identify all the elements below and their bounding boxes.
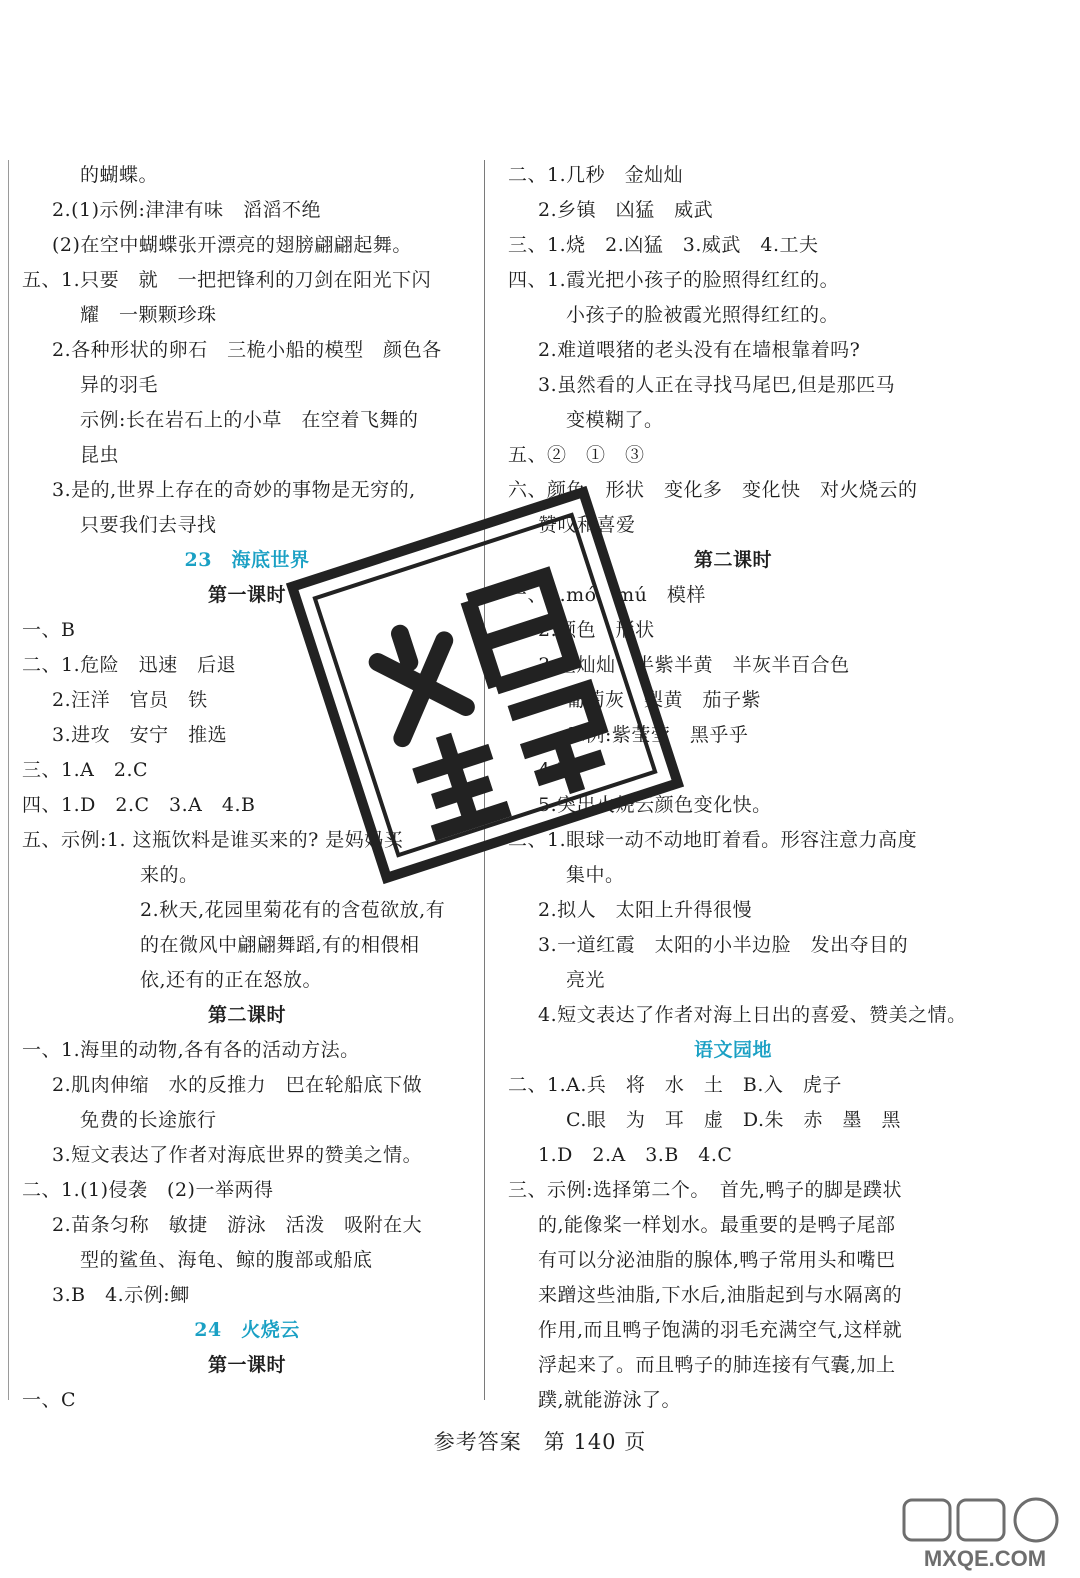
answer-line: 的,能像桨一样划水。最重要的是鸭子尾部	[538, 1214, 896, 1236]
answer-line: 免费的长途旅行	[80, 1109, 217, 1131]
section-subheading: 第二课时	[693, 549, 772, 571]
answer-line: 亮光	[566, 969, 606, 991]
answer-line: 有可以分泌油脂的腺体,鸭子常用头和嘴巴	[538, 1249, 896, 1271]
answer-line: 浮起来了。而且鸭子的肺连接有气囊,加上	[538, 1354, 896, 1376]
answer-line: 作用,而且鸭子饱满的羽毛充满空气,这样就	[538, 1319, 903, 1341]
answer-line: 2.拟人 太阳上升得很慢	[538, 899, 753, 921]
answer-line: 五、示例:1. 这瓶饮料是谁买来的? 是妈妈买	[22, 829, 404, 851]
answer-line: 一、1.mó mú 模样	[508, 584, 706, 606]
page-number: 第 140 页	[543, 1430, 647, 1454]
answer-line: 四、1.D 2.C 3.A 4.B	[22, 794, 256, 816]
answer-line: 二、1.危险 迅速 后退	[22, 654, 237, 676]
answer-line: 三、1.A 2.C	[22, 759, 149, 781]
answer-line: 示例:紫莹莹 黑乎乎	[566, 724, 749, 746]
answer-line: 赞叹和喜爱	[538, 514, 636, 536]
answer-line: 2.苗条匀称 敏捷 游泳 活泼 吸附在大	[52, 1214, 423, 1236]
answer-line: 五、② ① ③	[508, 444, 645, 466]
section-subheading: 第二课时	[207, 1004, 286, 1026]
lesson-title: 24 火烧云	[194, 1319, 300, 1341]
answer-line: 1.D 2.A 3.B 4.C	[538, 1144, 733, 1166]
answer-line: 二、1.眼球一动不动地盯着看。形容注意力高度	[508, 829, 918, 851]
answer-line: 3.是的,世界上存在的奇妙的事物是无穷的,	[52, 479, 416, 501]
answer-line: 昆虫	[80, 444, 120, 466]
answer-line: 4.短文表达了作者对海上日出的喜爱、赞美之情。	[538, 1004, 967, 1026]
answer-line: 示例:长在岩石上的小草 在空着飞舞的	[80, 409, 419, 431]
answer-line: 二、1.几秒 金灿灿	[508, 164, 684, 186]
answer-line: 耀 一颗颗珍珠	[80, 304, 217, 326]
answer-line: 依,还有的正在怒放。	[140, 969, 323, 991]
watermark-logo	[900, 1496, 1070, 1574]
answer-line: C.眼 为 耳 虚 D.朱 赤 墨 黑	[566, 1109, 901, 1131]
answer-line: 2.秋天,花园里菊花有的含苞欲放,有	[140, 899, 446, 921]
answer-line: 3.一道红霞 太阳的小半边脸 发出夺目的	[538, 934, 909, 956]
footer-label: 参考答案	[433, 1430, 522, 1454]
answer-line: 来的。	[140, 864, 199, 886]
answer-line: 一、C	[22, 1389, 77, 1411]
answer-line: 小孩子的脸被霞光照得红红的。	[566, 304, 840, 326]
answer-line: 葡萄灰 梨黄 茄子紫	[566, 689, 762, 711]
answer-line: 2.(1)示例:津津有味 滔滔不绝	[52, 199, 321, 221]
answer-line: 型的鲨鱼、海龟、鲸的腹部或船底	[80, 1249, 373, 1271]
answer-line: 2.汪洋 官员 铁	[52, 689, 208, 711]
answer-line: 3.金灿灿 半紫半黄 半灰半百合色	[538, 654, 850, 676]
answer-line: 3.进攻 安宁 推选	[52, 724, 228, 746]
answer-line: 5.突出火烧云颜色变化快。	[538, 794, 772, 816]
answer-line: 2.颜色 形状	[538, 619, 655, 641]
answer-line: 一、1.海里的动物,各有各的活动方法。	[22, 1039, 360, 1061]
answer-line: 2.乡镇 凶猛 威武	[538, 199, 714, 221]
answer-line: 异的羽毛	[80, 374, 159, 396]
answer-line: 蹼,就能游泳了。	[538, 1389, 682, 1411]
lesson-title: 语文园地	[693, 1039, 772, 1061]
answer-line: 五、1.只要 就 一把把锋利的刀剑在阳光下闪	[22, 269, 432, 291]
answer-line: (2)在空中蝴蝶张开漂亮的翅膀翩翩起舞。	[52, 234, 412, 256]
answer-line: 六、颜色 形状 变化多 变化快 对火烧云的	[508, 479, 918, 501]
answer-line: 2.各种形状的卵石 三桅小船的模型 颜色各	[52, 339, 442, 361]
answer-line: 一、B	[22, 619, 76, 641]
answer-line: 3.B 4.示例:鲫	[52, 1284, 190, 1306]
answer-line: 4.B	[538, 759, 572, 781]
left-margin-rule	[8, 160, 9, 1400]
answer-line: 2.难道喂猪的老头没有在墙根靠着吗?	[538, 339, 861, 361]
answer-line: 只要我们去寻找	[80, 514, 217, 536]
answer-line: 3.短文表达了作者对海底世界的赞美之情。	[52, 1144, 423, 1166]
answer-line: 的在微风中翩翩舞蹈,有的相偎相	[140, 934, 420, 956]
answer-line: 三、1.烧 2.凶猛 3.威武 4.工夫	[508, 234, 819, 256]
answer-line: 来蹭这些油脂,下水后,油脂起到与水隔离的	[538, 1284, 903, 1306]
answer-line: 四、1.霞光把小孩子的脸照得红红的。	[508, 269, 840, 291]
answer-line: 集中。	[566, 864, 625, 886]
section-subheading: 第一课时	[207, 584, 286, 606]
lesson-title: 23 海底世界	[184, 549, 310, 571]
answer-line: 二、1.(1)侵袭 (2)一举两得	[22, 1179, 274, 1201]
answer-line: 3.虽然看的人正在寻找马尾巴,但是那匹马	[538, 374, 896, 396]
answer-line: 2.肌肉伸缩 水的反推力 巴在轮船底下做	[52, 1074, 423, 1096]
answer-line: 三、示例:选择第二个。 首先,鸭子的脚是蹼状	[508, 1179, 902, 1201]
svg-text:MXQE.COM: MXQE.COM	[923, 1546, 1047, 1571]
section-subheading: 第一课时	[207, 1354, 286, 1376]
page-footer	[0, 1426, 1080, 1456]
answer-line: 的蝴蝶。	[80, 164, 159, 186]
answer-line: 二、1.A.兵 将 水 土 B.入 虎子	[508, 1074, 842, 1096]
answer-line: 变模糊了。	[566, 409, 664, 431]
